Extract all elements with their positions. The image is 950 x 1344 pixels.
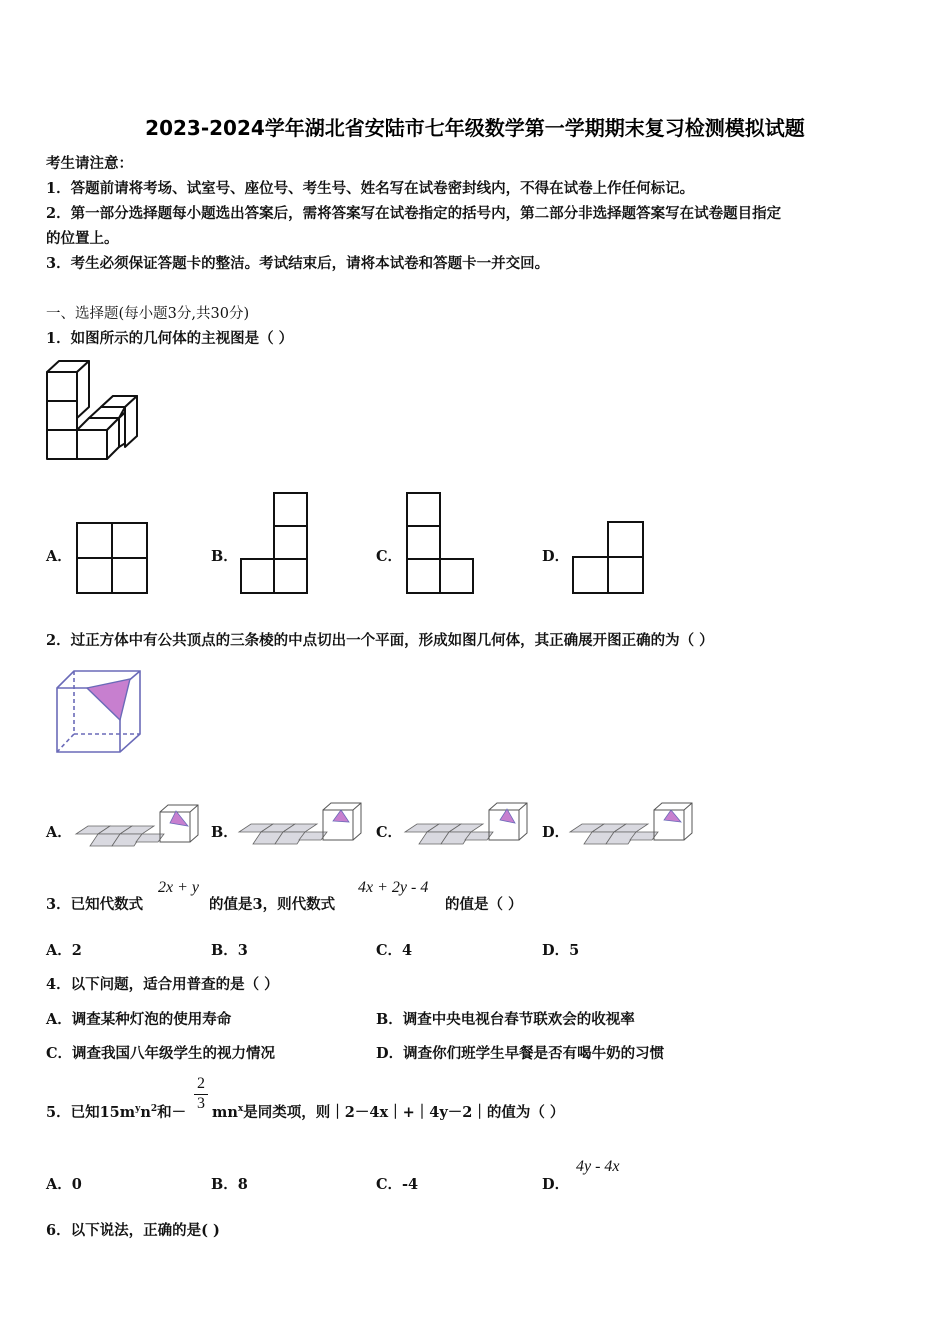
page-title: 2023-2024学年湖北省安陆市七年级数学第一学期期末复习检测模拟试题	[145, 116, 805, 140]
notice-item: 3．考生必须保证答题卡的整洁。考试结束后，请将本试卷和答题卡一并交回。	[46, 255, 550, 272]
q5-option-c[interactable]: C．-4	[376, 1176, 419, 1193]
q1-option-c-figure[interactable]	[406, 492, 476, 595]
q3-stem-suffix: 的值是（ ）	[445, 896, 523, 913]
q6-stem: 6．以下说法，正确的是( )	[46, 1222, 220, 1239]
q5-fraction-denominator: 3	[194, 1094, 208, 1113]
notice-heading: 考生请注意：	[46, 155, 133, 172]
q4-option-d[interactable]: D．调查你们班学生早餐是否有喝牛奶的习惯	[376, 1045, 665, 1062]
notice-item: 2．第一部分选择题每小题选出答案后，需将答案写在试卷指定的括号内，第二部分非选择题答案写在试卷题目指定	[46, 205, 782, 222]
q1-option-b-figure[interactable]	[240, 492, 310, 595]
q2-option-b-label[interactable]: B．	[211, 824, 238, 841]
q3-stem-prefix: 3．已知代数式	[46, 896, 144, 913]
q4-option-a[interactable]: A．调查某种灯泡的使用寿命	[46, 1011, 232, 1028]
q5-fraction-numerator: 2	[197, 1075, 205, 1092]
q2-cube-figure	[54, 668, 144, 756]
q1-option-a-figure[interactable]	[76, 522, 148, 594]
notice-item: 的位置上。	[46, 230, 119, 247]
q3-option-b[interactable]: B．3	[211, 942, 248, 959]
q1-stem: 1．如图所示的几何体的主视图是（ ）	[46, 330, 294, 347]
q1-option-d-figure[interactable]	[572, 521, 646, 595]
notice-item: 1．答题前请将考场、试室号、座位号、考生号、姓名写在试卷密封线内，不得在试卷上作任何标记。	[46, 180, 695, 197]
q1-option-a-label[interactable]: A．	[46, 548, 72, 565]
q4-stem: 4．以下问题，适合用普查的是（ ）	[46, 976, 279, 993]
q1-option-c-label[interactable]: C．	[376, 548, 403, 565]
q5-option-d[interactable]: D．	[542, 1176, 570, 1193]
q5-fraction	[194, 1075, 208, 1113]
q1-option-b-label[interactable]: B．	[211, 548, 238, 565]
q3-option-a[interactable]: A．2	[46, 942, 82, 959]
q2-option-b-net[interactable]	[239, 802, 363, 856]
q3-stem-middle: 的值是3，则代数式	[209, 896, 336, 913]
q5-option-a[interactable]: A．0	[46, 1176, 82, 1193]
section-heading: 一、选择题(每小题3分,共30分)	[46, 306, 250, 322]
q4-option-b[interactable]: B．调查中央电视台春节联欢会的收视率	[376, 1011, 635, 1028]
q2-stem: 2．过正方体中有公共顶点的三条棱的中点切出一个平面，形成如图几何体，其正确展开图正确的为（ ）	[46, 632, 714, 649]
q4-option-c[interactable]: C．调查我国八年级学生的视力情况	[46, 1045, 276, 1062]
q3-option-d[interactable]: D．5	[542, 942, 580, 959]
q1-option-d-label[interactable]: D．	[542, 548, 570, 565]
q3-option-c[interactable]: C．4	[376, 942, 413, 959]
q2-option-d-label[interactable]: D．	[542, 824, 570, 841]
q2-option-a-net[interactable]	[76, 804, 200, 858]
q2-option-c-net[interactable]	[405, 802, 529, 856]
q2-option-c-label[interactable]: C．	[376, 824, 403, 841]
q5-option-b[interactable]: B．8	[211, 1176, 248, 1193]
q1-solid-figure	[46, 360, 146, 465]
q5-stem: 5．已知$15m^yn^2$和－	[46, 1104, 187, 1121]
q3-expression-2: 4x + 2y - 4	[358, 879, 429, 896]
q3-expression-1: 2x + y	[158, 879, 199, 896]
q2-option-d-net[interactable]	[570, 802, 694, 856]
q2-option-a-label[interactable]: A．	[46, 824, 72, 841]
q5-option-d-expression[interactable]: 4y - 4x	[576, 1158, 620, 1175]
q5-stem-rest: $mn^x$是同类项，则｜2－4x｜+｜4y－2｜的值为（ ）	[212, 1104, 565, 1121]
